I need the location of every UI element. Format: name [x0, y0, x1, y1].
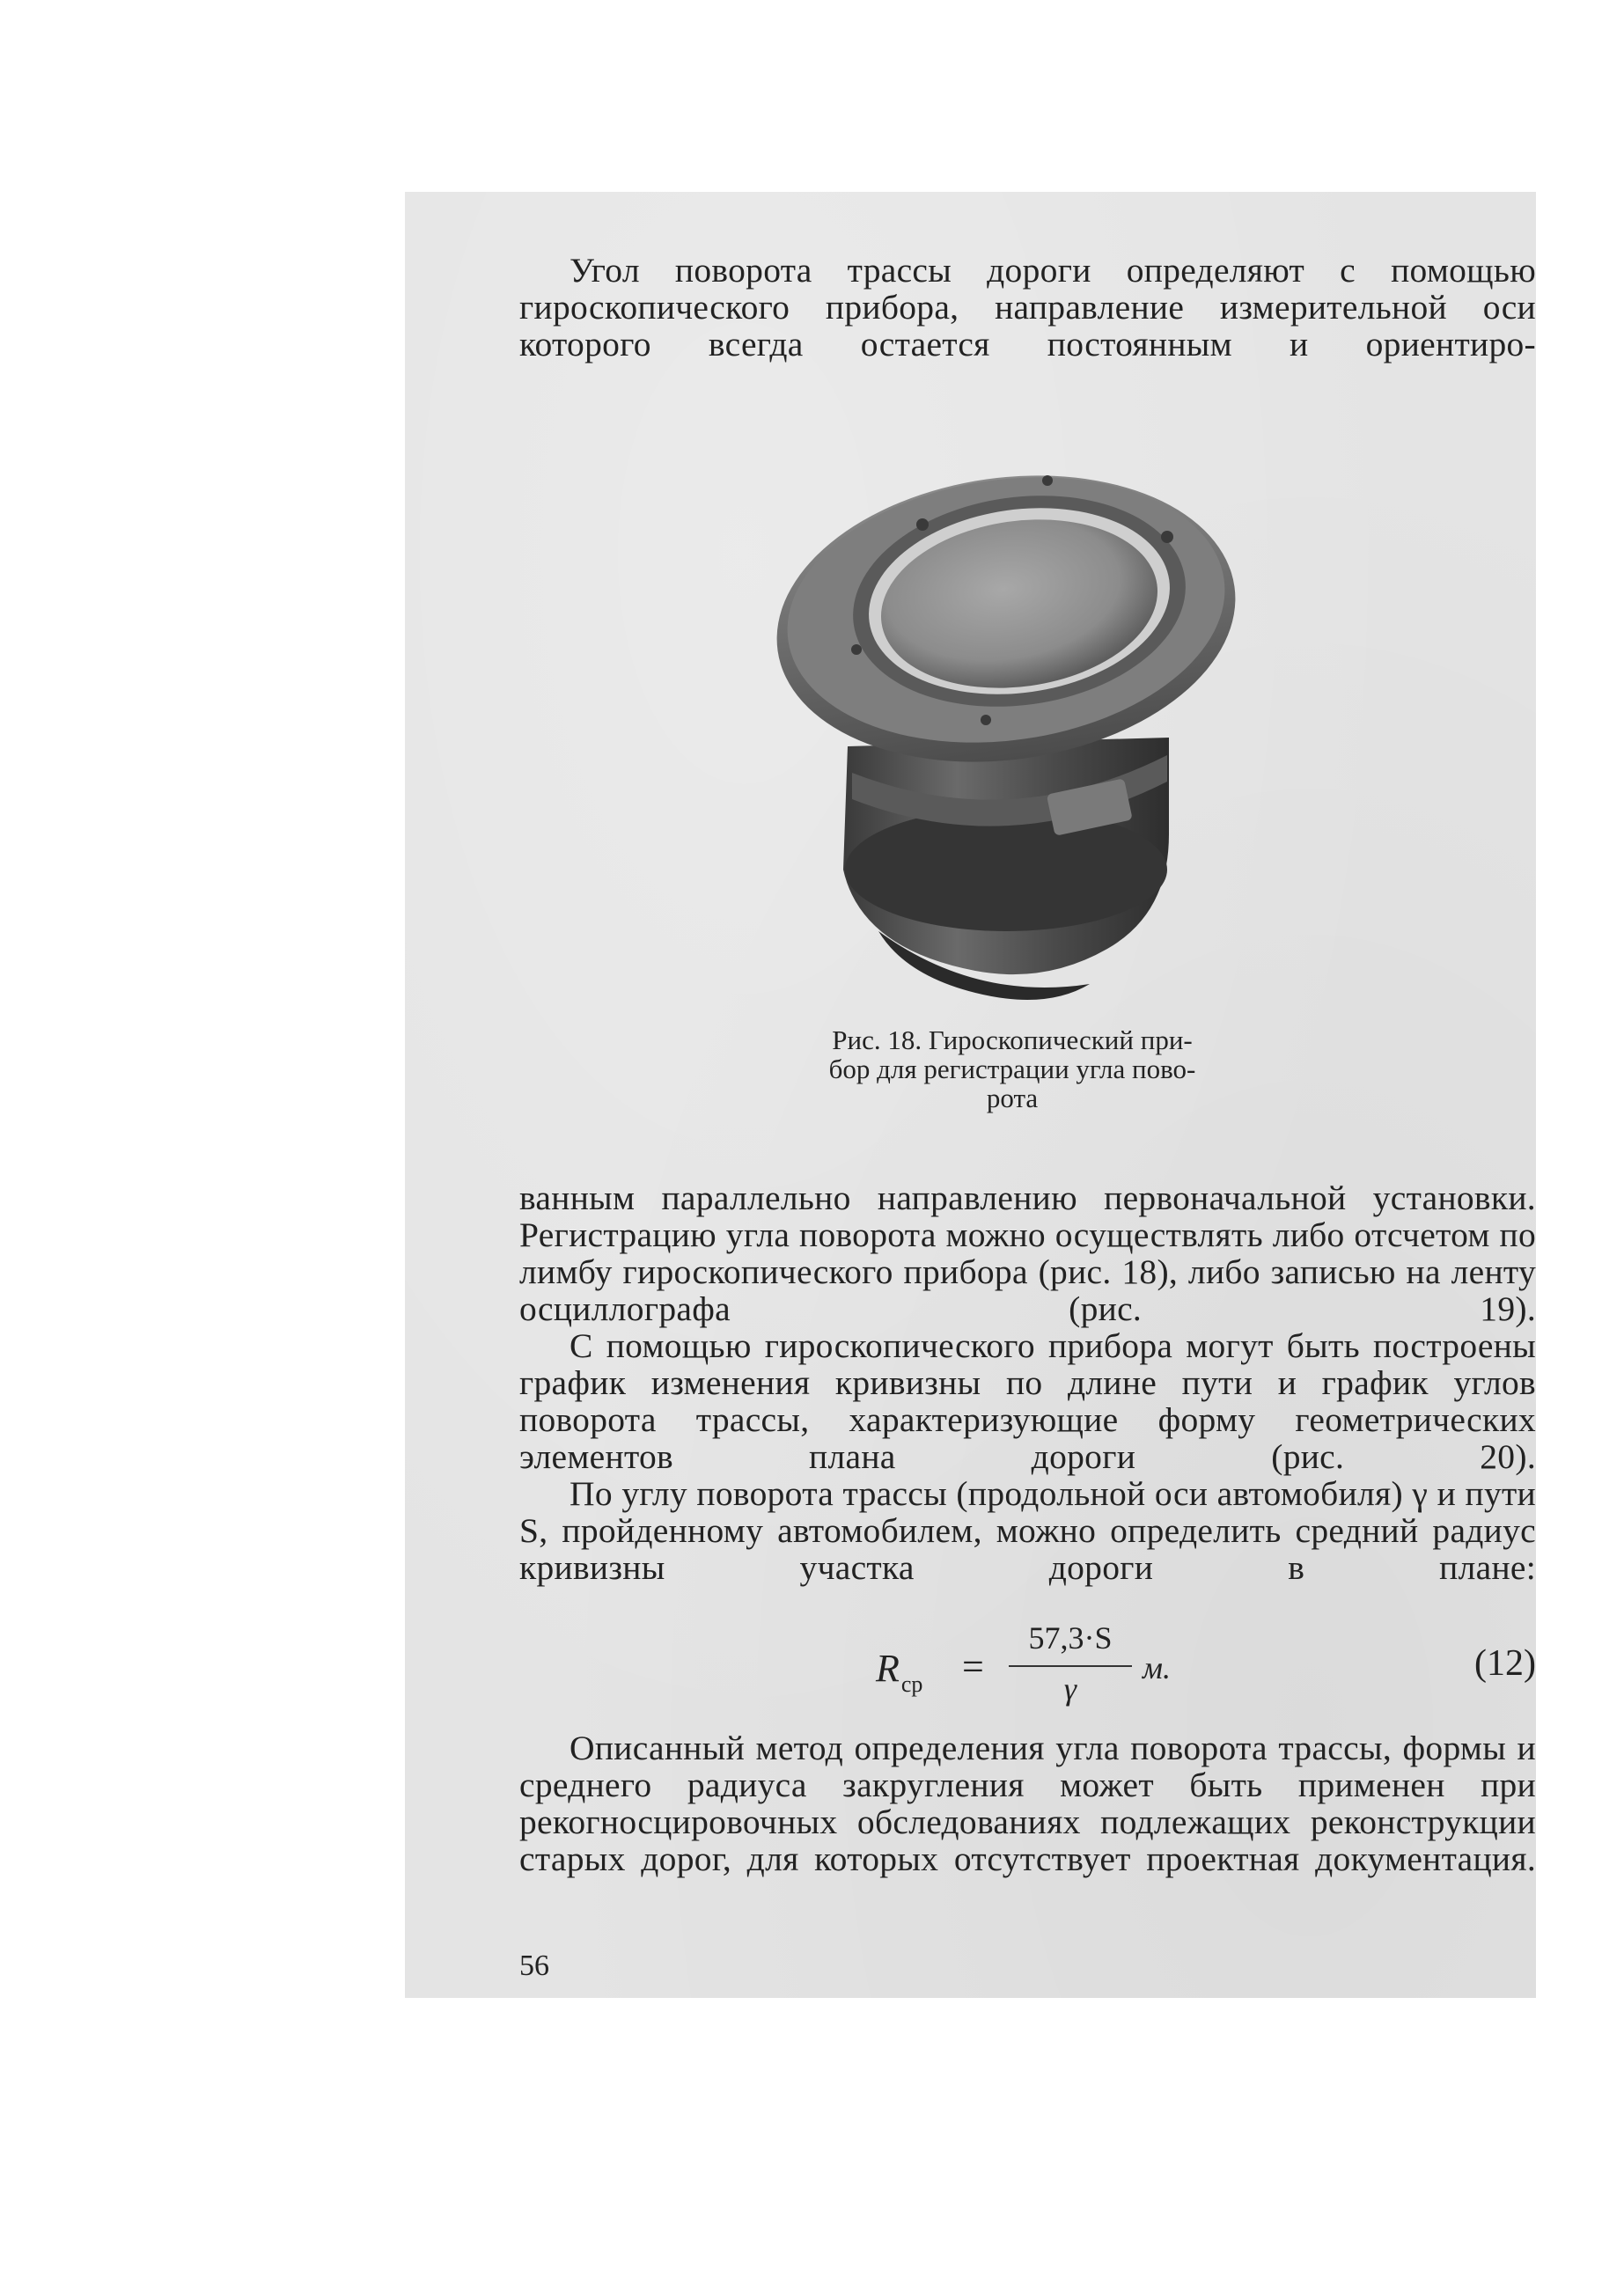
paragraph-1-text: Угол поворота трассы дороги определяют с помощью гироскопического прибора, направление измерительной оси которого всегда остается постоянным и ориентиро-: [519, 251, 1536, 363]
paragraph-5: [519, 1729, 1536, 1877]
gyroscope-photo: [755, 456, 1283, 1002]
caption-line-2: бор для регистрации угла пово-: [828, 1054, 1196, 1084]
formula-lhs-subscript: ср: [900, 1671, 923, 1697]
page-number: 56: [519, 1950, 549, 1982]
formula-numerator: 57,3·S: [1028, 1620, 1113, 1656]
formula-lhs: [876, 1646, 923, 1697]
formula-number: (12): [1474, 1643, 1536, 1684]
paragraph-5-text: Описанный метод определения угла поворота трассы, формы и среднего радиуса закругления может быть применен при рекогносцировочных обследованиях подлежащих реконструкции старых дорог, для которых отсутствует проектная документация.: [519, 1729, 1536, 1878]
formula-fraction-bar: [1009, 1665, 1132, 1667]
formula-unit: м.: [1143, 1650, 1171, 1685]
figure-caption: [775, 1025, 1250, 1112]
formula-lhs-symbol: R: [876, 1647, 900, 1690]
formula-equals: =: [962, 1645, 984, 1688]
caption-line-1: Рис. 18. Гироскопический при-: [832, 1024, 1193, 1055]
formula-12: [519, 1619, 1536, 1716]
body-text: [519, 1179, 1536, 1586]
paragraph-4-text: По углу поворота трассы (продольной оси автомобиля) γ и пути S, пройденному автомобилем, можно определить средний радиус кривизны участка дороги в плане:: [519, 1474, 1536, 1587]
formula-denominator: γ: [1063, 1671, 1077, 1707]
paragraph-3-text: С помощью гироскопического прибора могут быть построены график изменения кривизны по длине пути и график углов поворота трассы, характеризующие форму геометрических элементов плана дороги (рис. 20).: [519, 1326, 1536, 1476]
caption-line-3: рота: [986, 1083, 1039, 1113]
paragraph-2-text: ванным параллельно направлению первоначальной установки. Регистрацию угла поворота можно осуществлять либо отсчетом по лимбу гироскопического прибора (рис. 18), либо записью на ленту осциллографа (рис. 19).: [519, 1179, 1536, 1328]
paragraph-1: [519, 252, 1536, 363]
